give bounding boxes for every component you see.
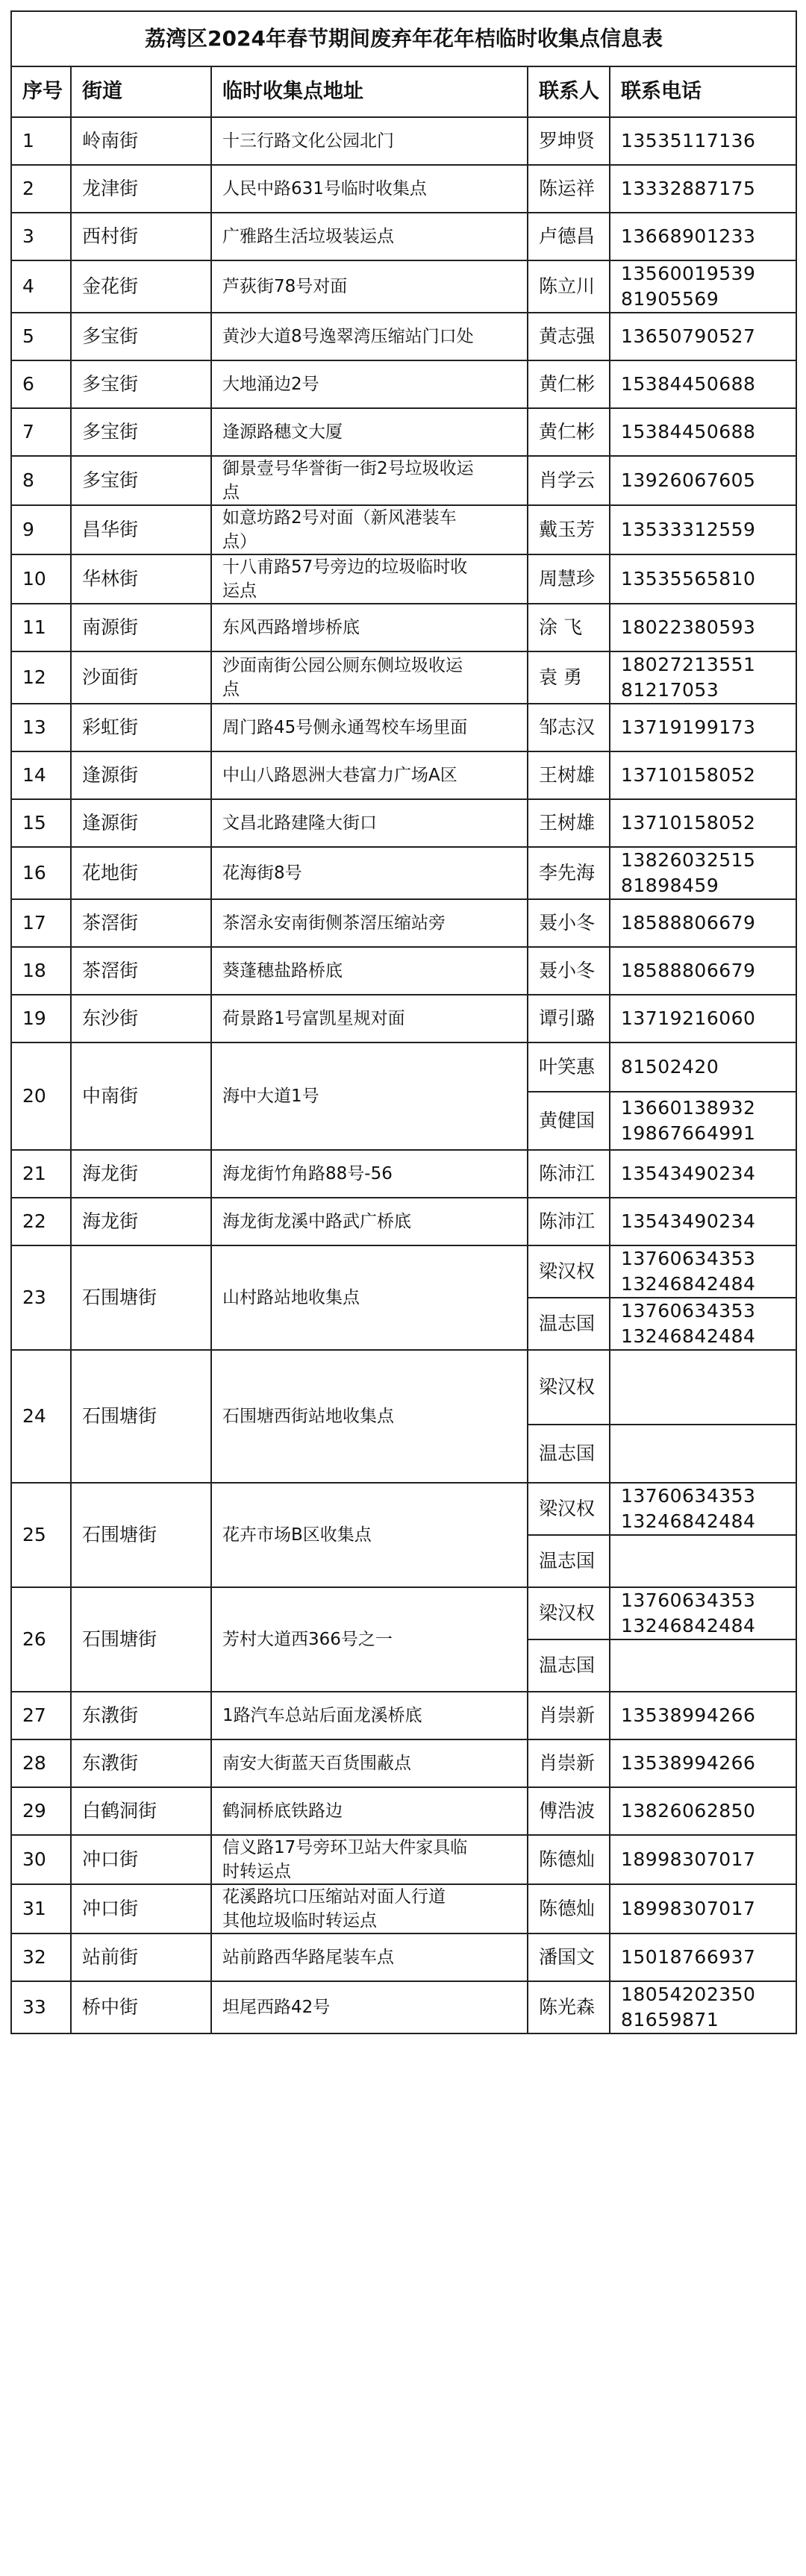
table-row bbox=[11, 408, 796, 456]
collection-point-table bbox=[10, 10, 797, 2034]
street-name: 金花街 bbox=[71, 260, 211, 313]
phone-number: 81659871 bbox=[621, 2009, 719, 2031]
contact-phone bbox=[610, 847, 796, 899]
table-row bbox=[11, 1739, 796, 1787]
street-name: 华林街 bbox=[71, 554, 211, 604]
collection-address: 广雅路生活垃圾装运点 bbox=[211, 213, 528, 260]
contact-phone bbox=[610, 1298, 796, 1350]
contact-phone bbox=[610, 1787, 796, 1835]
phone-number: 15018766937 bbox=[621, 1946, 756, 1968]
phone-number: 13719199173 bbox=[621, 716, 756, 738]
contact-name: 梁汉权 bbox=[528, 1350, 610, 1425]
contact-phone bbox=[610, 1150, 796, 1198]
collection-address: 花卉市场B区收集点 bbox=[211, 1483, 528, 1587]
street-name: 石围塘街 bbox=[71, 1587, 211, 1692]
collection-address-line: 点 bbox=[222, 680, 240, 699]
table-row bbox=[11, 899, 796, 947]
collection-address: 十三行路文化公园北门 bbox=[211, 117, 528, 165]
collection-address: 人民中路631号临时收集点 bbox=[211, 165, 528, 213]
title-row bbox=[11, 11, 796, 66]
contact-name: 温志国 bbox=[528, 1535, 610, 1587]
row-number: 20 bbox=[11, 1042, 71, 1150]
contact-name: 王树雄 bbox=[528, 799, 610, 847]
street-name: 龙津街 bbox=[71, 165, 211, 213]
contact-name: 周慧珍 bbox=[528, 554, 610, 604]
row-number: 22 bbox=[11, 1198, 71, 1245]
contact-name: 陈运祥 bbox=[528, 165, 610, 213]
phone-number: 13760634353 bbox=[621, 1589, 756, 1611]
table-row bbox=[11, 995, 796, 1042]
table-row bbox=[11, 1587, 796, 1639]
table-row bbox=[11, 1981, 796, 2033]
phone-number: 81217053 bbox=[621, 679, 719, 701]
row-number: 9 bbox=[11, 505, 71, 554]
table-row bbox=[11, 1042, 796, 1092]
phone-number: 15384450688 bbox=[621, 373, 756, 395]
collection-address bbox=[211, 1835, 528, 1884]
phone-number: 13560019539 bbox=[621, 263, 756, 284]
street-name: 冲口街 bbox=[71, 1835, 211, 1884]
contact-phone bbox=[610, 1092, 796, 1150]
contact-phone bbox=[610, 1692, 796, 1739]
contact-name: 黄仁彬 bbox=[528, 360, 610, 408]
contact-name: 李先海 bbox=[528, 847, 610, 899]
row-number: 18 bbox=[11, 947, 71, 995]
contact-name: 陈德灿 bbox=[528, 1884, 610, 1933]
contact-phone bbox=[610, 554, 796, 604]
row-number: 32 bbox=[11, 1933, 71, 1981]
phone-number: 13246842484 bbox=[621, 1273, 756, 1295]
collection-address-line: 花溪路坑口压缩站对面人行道 bbox=[222, 1887, 446, 1907]
collection-address: 站前路西华路尾装车点 bbox=[211, 1933, 528, 1981]
phone-number: 13926067605 bbox=[621, 469, 756, 491]
table-title: 荔湾区2024年春节期间废弃年花年桔临时收集点信息表 bbox=[11, 11, 796, 66]
row-number: 12 bbox=[11, 651, 71, 704]
phone-number: 13543490234 bbox=[621, 1210, 756, 1232]
phone-number: 13660138932 bbox=[621, 1097, 756, 1119]
contact-phone bbox=[610, 456, 796, 505]
contact-phone bbox=[610, 1639, 796, 1692]
contact-name: 肖崇新 bbox=[528, 1692, 610, 1739]
phone-number: 13538994266 bbox=[621, 1752, 756, 1774]
collection-address: 茶滘永安南街侧茶滘压缩站旁 bbox=[211, 899, 528, 947]
row-number: 31 bbox=[11, 1884, 71, 1933]
table-row bbox=[11, 799, 796, 847]
table-row bbox=[11, 751, 796, 799]
table-row bbox=[11, 360, 796, 408]
contact-phone bbox=[610, 947, 796, 995]
contact-phone bbox=[610, 1483, 796, 1535]
contact-name: 温志国 bbox=[528, 1298, 610, 1350]
collection-address-line: 信义路17号旁环卫站大件家具临 bbox=[222, 1838, 468, 1857]
phone-number: 13650790527 bbox=[621, 325, 756, 347]
contact-phone bbox=[610, 408, 796, 456]
header-contact: 联系人 bbox=[528, 66, 610, 117]
contact-phone bbox=[610, 1587, 796, 1639]
contact-name: 涂 飞 bbox=[528, 604, 610, 651]
collection-address: 葵蓬穗盐路桥底 bbox=[211, 947, 528, 995]
row-number: 11 bbox=[11, 604, 71, 651]
table-body bbox=[11, 117, 796, 2033]
collection-address: 海龙街龙溪中路武广桥底 bbox=[211, 1198, 528, 1245]
street-name: 海龙街 bbox=[71, 1150, 211, 1198]
phone-number: 15384450688 bbox=[621, 421, 756, 443]
contact-name: 黄志强 bbox=[528, 313, 610, 360]
contact-name: 黄健国 bbox=[528, 1092, 610, 1150]
row-number: 19 bbox=[11, 995, 71, 1042]
phone-number: 18588806679 bbox=[621, 960, 756, 981]
contact-phone bbox=[610, 1933, 796, 1981]
row-number: 17 bbox=[11, 899, 71, 947]
phone-number: 13826062850 bbox=[621, 1800, 756, 1822]
header-row bbox=[11, 66, 796, 117]
phone-number: 81898459 bbox=[621, 875, 719, 896]
phone-number: 13760634353 bbox=[621, 1248, 756, 1269]
contact-name: 袁 勇 bbox=[528, 651, 610, 704]
collection-address-line: 御景壹号华誉街一街2号垃圾收运 bbox=[222, 459, 474, 478]
header-address: 临时收集点地址 bbox=[211, 66, 528, 117]
street-name: 多宝街 bbox=[71, 313, 211, 360]
row-number: 7 bbox=[11, 408, 71, 456]
street-name: 逢源街 bbox=[71, 799, 211, 847]
collection-address: 荷景路1号富凯星规对面 bbox=[211, 995, 528, 1042]
row-number: 3 bbox=[11, 213, 71, 260]
contact-phone bbox=[610, 604, 796, 651]
row-number: 16 bbox=[11, 847, 71, 899]
contact-name: 戴玉芳 bbox=[528, 505, 610, 554]
table-row bbox=[11, 1835, 796, 1884]
contact-phone bbox=[610, 995, 796, 1042]
row-number: 13 bbox=[11, 704, 71, 751]
phone-number: 13533312559 bbox=[621, 519, 756, 540]
contact-phone bbox=[610, 1835, 796, 1884]
phone-number: 13535565810 bbox=[621, 568, 756, 590]
contact-name: 梁汉权 bbox=[528, 1483, 610, 1535]
collection-address: 1路汽车总站后面龙溪桥底 bbox=[211, 1692, 528, 1739]
row-number: 2 bbox=[11, 165, 71, 213]
phone-number: 13668901233 bbox=[621, 225, 756, 247]
contact-phone bbox=[610, 651, 796, 704]
street-name: 南源街 bbox=[71, 604, 211, 651]
street-name: 岭南街 bbox=[71, 117, 211, 165]
row-number: 8 bbox=[11, 456, 71, 505]
contact-name: 陈沛江 bbox=[528, 1150, 610, 1198]
contact-phone bbox=[610, 1535, 796, 1587]
row-number: 24 bbox=[11, 1350, 71, 1483]
collection-address bbox=[211, 1884, 528, 1933]
row-number: 14 bbox=[11, 751, 71, 799]
table-row bbox=[11, 213, 796, 260]
phone-number: 13538994266 bbox=[621, 1704, 756, 1726]
contact-phone bbox=[610, 899, 796, 947]
contact-phone bbox=[610, 505, 796, 554]
row-number: 26 bbox=[11, 1587, 71, 1692]
row-number: 4 bbox=[11, 260, 71, 313]
collection-address: 山村路站地收集点 bbox=[211, 1245, 528, 1350]
collection-address-line: 沙面南街公园公厕东侧垃圾收运 bbox=[222, 656, 463, 675]
contact-name: 叶笑惠 bbox=[528, 1042, 610, 1092]
table-row bbox=[11, 1692, 796, 1739]
phone-number: 18054202350 bbox=[621, 1983, 756, 2005]
table-row bbox=[11, 651, 796, 704]
header-no: 序号 bbox=[11, 66, 71, 117]
contact-phone bbox=[610, 704, 796, 751]
contact-phone bbox=[610, 260, 796, 313]
phone-number: 18998307017 bbox=[621, 1898, 756, 1919]
phone-number: 13710158052 bbox=[621, 812, 756, 834]
phone-number: 13332887175 bbox=[621, 178, 756, 199]
row-number: 5 bbox=[11, 313, 71, 360]
phone-number: 19867664991 bbox=[621, 1122, 756, 1144]
contact-name: 王树雄 bbox=[528, 751, 610, 799]
phone-number: 81905569 bbox=[621, 288, 719, 310]
table-row bbox=[11, 554, 796, 604]
collection-address-line: 运点 bbox=[222, 581, 257, 601]
contact-name: 潘国文 bbox=[528, 1933, 610, 1981]
contact-name: 罗坤贤 bbox=[528, 117, 610, 165]
contact-phone bbox=[610, 213, 796, 260]
collection-address: 鹤洞桥底铁路边 bbox=[211, 1787, 528, 1835]
street-name: 沙面街 bbox=[71, 651, 211, 704]
contact-name: 邹志汉 bbox=[528, 704, 610, 751]
street-name: 西村街 bbox=[71, 213, 211, 260]
collection-address: 海中大道1号 bbox=[211, 1042, 528, 1150]
collection-address bbox=[211, 505, 528, 554]
street-name: 茶滘街 bbox=[71, 899, 211, 947]
contact-phone bbox=[610, 1981, 796, 2033]
row-number: 23 bbox=[11, 1245, 71, 1350]
contact-name: 谭引璐 bbox=[528, 995, 610, 1042]
contact-name: 温志国 bbox=[528, 1639, 610, 1692]
contact-name: 陈德灿 bbox=[528, 1835, 610, 1884]
collection-address: 花海街8号 bbox=[211, 847, 528, 899]
contact-phone bbox=[610, 360, 796, 408]
street-name: 中南街 bbox=[71, 1042, 211, 1150]
contact-phone bbox=[610, 165, 796, 213]
table-row bbox=[11, 505, 796, 554]
table-row bbox=[11, 1884, 796, 1933]
phone-number: 13543490234 bbox=[621, 1163, 756, 1184]
collection-address: 海龙街竹角路88号-56 bbox=[211, 1150, 528, 1198]
contact-phone bbox=[610, 1042, 796, 1092]
collection-address: 黄沙大道8号逸翠湾压缩站门口处 bbox=[211, 313, 528, 360]
table-row bbox=[11, 1198, 796, 1245]
table-row bbox=[11, 1483, 796, 1535]
collection-address-line: 点 bbox=[222, 483, 240, 502]
street-name: 桥中街 bbox=[71, 1981, 211, 2033]
table-row bbox=[11, 1787, 796, 1835]
row-number: 6 bbox=[11, 360, 71, 408]
collection-address-line: 其他垃圾临时转运点 bbox=[222, 1911, 377, 1931]
street-name: 海龙街 bbox=[71, 1198, 211, 1245]
collection-address: 东风西路增埗桥底 bbox=[211, 604, 528, 651]
contact-phone bbox=[610, 313, 796, 360]
contact-name: 肖学云 bbox=[528, 456, 610, 505]
street-name: 多宝街 bbox=[71, 456, 211, 505]
street-name: 花地街 bbox=[71, 847, 211, 899]
collection-address: 大地涌边2号 bbox=[211, 360, 528, 408]
phone-number: 13710158052 bbox=[621, 764, 756, 786]
contact-name: 肖崇新 bbox=[528, 1739, 610, 1787]
table-row bbox=[11, 165, 796, 213]
phone-number: 13535117136 bbox=[621, 130, 756, 151]
phone-number: 18588806679 bbox=[621, 912, 756, 934]
table-row bbox=[11, 847, 796, 899]
collection-address: 南安大街蓝天百货围蔽点 bbox=[211, 1739, 528, 1787]
header-street: 街道 bbox=[71, 66, 211, 117]
street-name: 逢源街 bbox=[71, 751, 211, 799]
street-name: 东漖街 bbox=[71, 1739, 211, 1787]
row-number: 1 bbox=[11, 117, 71, 165]
street-name: 冲口街 bbox=[71, 1884, 211, 1933]
table-row bbox=[11, 1350, 796, 1425]
contact-name: 卢德昌 bbox=[528, 213, 610, 260]
row-number: 25 bbox=[11, 1483, 71, 1587]
phone-number: 13246842484 bbox=[621, 1615, 756, 1636]
table-row bbox=[11, 704, 796, 751]
collection-address-line: 点） bbox=[222, 532, 257, 551]
table-row bbox=[11, 1245, 796, 1298]
contact-name: 黄仁彬 bbox=[528, 408, 610, 456]
contact-phone bbox=[610, 1350, 796, 1425]
collection-address: 芳村大道西366号之一 bbox=[211, 1587, 528, 1692]
table-row bbox=[11, 456, 796, 505]
street-name: 昌华街 bbox=[71, 505, 211, 554]
contact-name: 梁汉权 bbox=[528, 1587, 610, 1639]
contact-phone bbox=[610, 1198, 796, 1245]
contact-name: 温志国 bbox=[528, 1425, 610, 1483]
street-name: 站前街 bbox=[71, 1933, 211, 1981]
row-number: 15 bbox=[11, 799, 71, 847]
collection-address-line: 时转运点 bbox=[222, 1862, 291, 1881]
street-name: 多宝街 bbox=[71, 360, 211, 408]
collection-address bbox=[211, 554, 528, 604]
collection-address: 芦荻街78号对面 bbox=[211, 260, 528, 313]
phone-number: 81502420 bbox=[621, 1056, 719, 1078]
phone-number: 13760634353 bbox=[621, 1300, 756, 1322]
phone-number: 13826032515 bbox=[621, 849, 756, 871]
street-name: 茶滘街 bbox=[71, 947, 211, 995]
street-name: 东漖街 bbox=[71, 1692, 211, 1739]
row-number: 28 bbox=[11, 1739, 71, 1787]
phone-number: 18027213551 bbox=[621, 654, 756, 675]
collection-address: 石围塘西街站地收集点 bbox=[211, 1350, 528, 1483]
street-name: 白鹤洞街 bbox=[71, 1787, 211, 1835]
table-row bbox=[11, 260, 796, 313]
row-number: 30 bbox=[11, 1835, 71, 1884]
contact-name: 聂小冬 bbox=[528, 947, 610, 995]
collection-address bbox=[211, 651, 528, 704]
row-number: 21 bbox=[11, 1150, 71, 1198]
contact-phone bbox=[610, 1884, 796, 1933]
contact-phone bbox=[610, 1739, 796, 1787]
table-row bbox=[11, 1933, 796, 1981]
contact-name: 梁汉权 bbox=[528, 1245, 610, 1298]
collection-address bbox=[211, 456, 528, 505]
table-row bbox=[11, 1150, 796, 1198]
contact-phone bbox=[610, 1245, 796, 1298]
phone-number: 13246842484 bbox=[621, 1325, 756, 1347]
street-name: 石围塘街 bbox=[71, 1483, 211, 1587]
table-row bbox=[11, 947, 796, 995]
phone-number: 18998307017 bbox=[621, 1848, 756, 1870]
table-row bbox=[11, 117, 796, 165]
collection-address-line: 如意坊路2号对面（新风港装车 bbox=[222, 508, 457, 528]
collection-address: 坦尾西路42号 bbox=[211, 1981, 528, 2033]
row-number: 33 bbox=[11, 1981, 71, 2033]
row-number: 29 bbox=[11, 1787, 71, 1835]
phone-number: 13246842484 bbox=[621, 1510, 756, 1532]
street-name: 多宝街 bbox=[71, 408, 211, 456]
table-row bbox=[11, 604, 796, 651]
contact-phone bbox=[610, 799, 796, 847]
street-name: 东沙街 bbox=[71, 995, 211, 1042]
contact-phone bbox=[610, 1425, 796, 1483]
table-row bbox=[11, 313, 796, 360]
phone-number: 13719216060 bbox=[621, 1007, 756, 1029]
street-name: 石围塘街 bbox=[71, 1245, 211, 1350]
header-phone: 联系电话 bbox=[610, 66, 796, 117]
contact-name: 傅浩波 bbox=[528, 1787, 610, 1835]
contact-name: 聂小冬 bbox=[528, 899, 610, 947]
contact-name: 陈立川 bbox=[528, 260, 610, 313]
phone-number: 13760634353 bbox=[621, 1485, 756, 1507]
contact-phone bbox=[610, 117, 796, 165]
collection-address: 周门路45号侧永通驾校车场里面 bbox=[211, 704, 528, 751]
street-name: 彩虹街 bbox=[71, 704, 211, 751]
phone-number: 18022380593 bbox=[621, 616, 756, 638]
collection-address: 中山八路恩洲大巷富力广场A区 bbox=[211, 751, 528, 799]
contact-name: 陈沛江 bbox=[528, 1198, 610, 1245]
row-number: 10 bbox=[11, 554, 71, 604]
contact-name: 陈光森 bbox=[528, 1981, 610, 2033]
collection-address-line: 十八甫路57号旁边的垃圾临时收 bbox=[222, 557, 468, 577]
street-name: 石围塘街 bbox=[71, 1350, 211, 1483]
contact-phone bbox=[610, 751, 796, 799]
collection-address: 文昌北路建隆大街口 bbox=[211, 799, 528, 847]
collection-address: 逢源路穗文大厦 bbox=[211, 408, 528, 456]
row-number: 27 bbox=[11, 1692, 71, 1739]
